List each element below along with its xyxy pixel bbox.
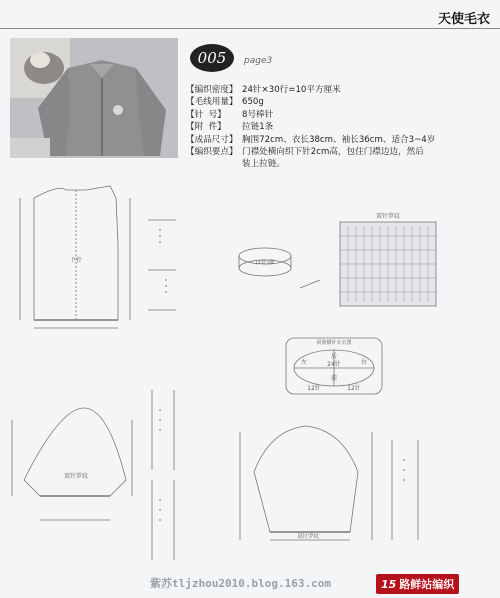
page-label: page3 bbox=[244, 56, 273, 66]
footer-brand-number: 15 bbox=[381, 578, 397, 591]
pocket-chart-left-count: 12针 bbox=[307, 385, 321, 392]
spec-row bbox=[186, 121, 486, 133]
pocket-chart-title: 同篮横针衣衣图 bbox=[316, 340, 352, 346]
spec-key: 【编织密度】 bbox=[186, 85, 238, 95]
pocket-chart-front: 前 bbox=[330, 375, 338, 382]
spec-key: 【成品尺寸】 bbox=[186, 134, 238, 145]
back-panel-outline bbox=[254, 426, 358, 532]
hem-stitch-label: 双针罗纹 bbox=[296, 534, 320, 540]
spec-row bbox=[186, 96, 486, 108]
spec-value: 24针×30行=10平方厘米 bbox=[242, 85, 341, 95]
footer-watermark-url: 紫苏tljzhou2010.blog.163.com bbox=[150, 577, 331, 590]
collar-label: (1针)领 bbox=[255, 260, 275, 266]
knitting-schematic bbox=[0, 180, 500, 572]
spec-value: 650g bbox=[242, 97, 264, 108]
pocket-chart-center-count: 24针 bbox=[327, 361, 341, 368]
spec-list bbox=[186, 84, 486, 171]
body-stitch-label: 下针 bbox=[69, 257, 83, 264]
stitch-chart-label: 双针罗纹 bbox=[375, 213, 401, 220]
spec-value: 胸围72cm、衣长38cm、袖长36cm、适合3~4岁 bbox=[242, 134, 436, 145]
footer-brand-text: 路鲜站编织 bbox=[399, 578, 455, 591]
pocket-chart-right-side: 右 bbox=[360, 359, 368, 366]
spec-key: 【针 号】 bbox=[186, 109, 226, 120]
spec-key: 【附 件】 bbox=[186, 122, 226, 133]
spec-value: 门襟处横向织下针2cm高，包住门襟边边，然后 bbox=[242, 147, 424, 158]
spec-value: 拉链1条 bbox=[242, 122, 274, 133]
pocket-chart-right-count: 12针 bbox=[347, 385, 361, 392]
spec-row bbox=[186, 134, 486, 146]
sweater-photo bbox=[10, 38, 178, 158]
pattern-number-badge: 005 bbox=[190, 44, 234, 72]
pocket-chart-top: 后 bbox=[330, 353, 338, 360]
spec-continuation: 装上拉链。 bbox=[242, 159, 285, 170]
spec-row bbox=[186, 146, 486, 158]
pocket-chart-left-side: 左 bbox=[300, 359, 308, 366]
header-rule bbox=[0, 28, 500, 29]
spec-row bbox=[186, 109, 486, 121]
footer-brand-badge bbox=[376, 574, 459, 594]
spec-key: 【毛线用量】 bbox=[186, 97, 238, 108]
sleeve-stitch-label: 双针罗纹 bbox=[63, 473, 89, 480]
stitch-chart bbox=[340, 212, 436, 306]
page-title: 天使毛衣 bbox=[437, 12, 490, 27]
spec-row bbox=[186, 84, 486, 96]
spec-value: 8号棒针 bbox=[242, 109, 274, 120]
spec-key: 【编织要点】 bbox=[186, 147, 238, 158]
sleeve-panel-outline bbox=[24, 408, 126, 496]
